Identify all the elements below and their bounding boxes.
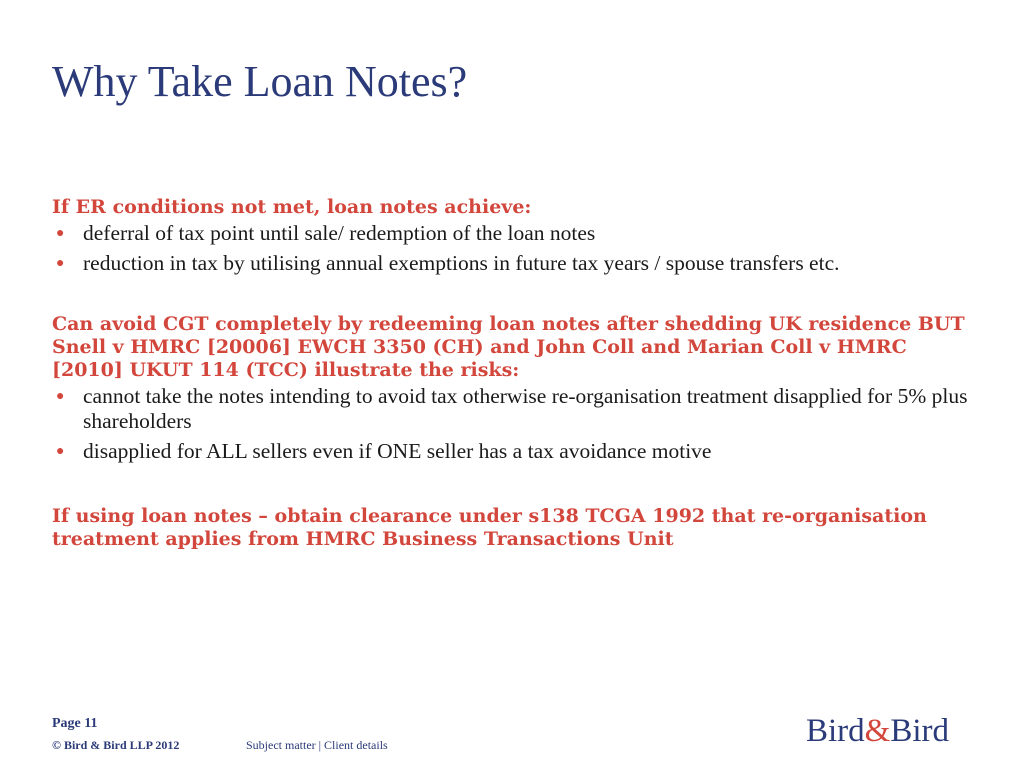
footer-subject: Subject matter | Client details: [246, 738, 388, 752]
copyright-notice: © Bird & Bird LLP 2012: [52, 738, 180, 752]
slide-title: Why Take Loan Notes?: [52, 57, 468, 106]
section-1-bullets: [52, 221, 982, 276]
logo-ampersand: &: [864, 713, 891, 749]
bullet-text: reduction in tax by utilising annual exemptions in future tax years / spouse transfers etc.: [83, 251, 840, 275]
logo-part-1: Bird: [806, 713, 865, 749]
bullet-text: deferral of tax point until sale/ redemption of the loan notes: [83, 221, 596, 245]
bullet-text: cannot take the notes intending to avoid tax otherwise re-organisation treatment disapplied for 5% plus shareholders: [83, 384, 968, 433]
bullet-icon: ●: [56, 389, 65, 404]
bullet-icon: ●: [56, 444, 65, 459]
section-2-lead: Can avoid CGT completely by redeeming loan notes after shedding UK residence BUT Snell v HMRC [20006] EWCH 3350 (CH) and John Coll and Marian Coll v HMRC [2010] UKUT 114 (TCC) illustrate the risks:: [52, 313, 965, 381]
bullet-icon: ●: [56, 256, 65, 271]
bullet-icon: ●: [56, 226, 65, 241]
bullet-item: [52, 439, 982, 464]
bullet-text: disapplied for ALL sellers even if ONE seller has a tax avoidance motive: [83, 439, 712, 463]
page-number: Page 11: [52, 716, 98, 731]
bullet-item: [52, 384, 982, 434]
section-1-lead: If ER conditions not met, loan notes achieve:: [52, 196, 532, 218]
bullet-item: [52, 251, 982, 276]
bird-and-bird-logo: [806, 711, 949, 751]
bullet-item: [52, 221, 982, 246]
logo-part-2: Bird: [890, 713, 950, 749]
slide-content: [52, 196, 982, 551]
section-3-lead: If using loan notes – obtain clearance under s138 TCGA 1992 that re-organisation treatment applies from HMRC Business Transactions Unit: [52, 505, 927, 550]
section-2-bullets: [52, 384, 982, 464]
